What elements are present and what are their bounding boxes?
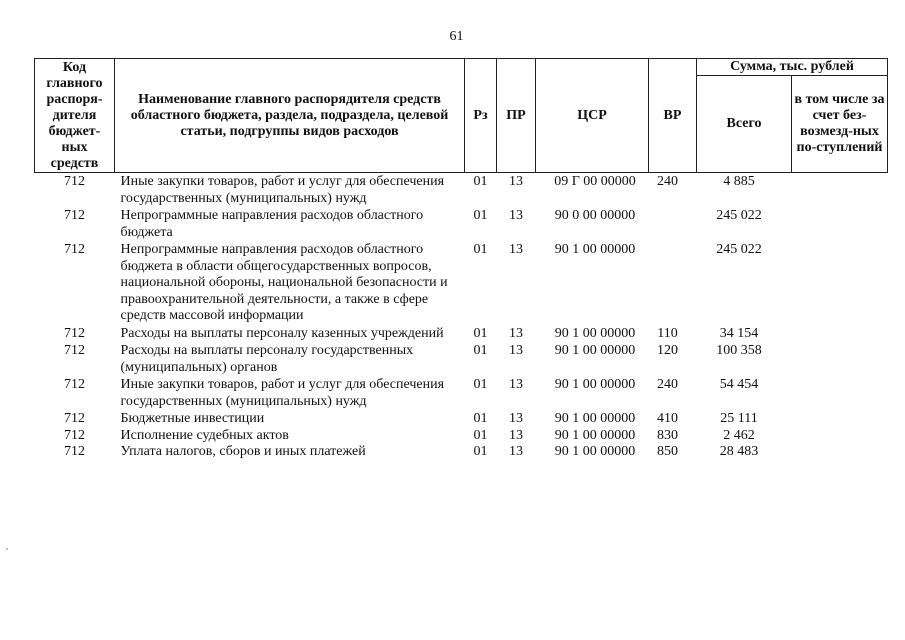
cell-name: Иные закупки товаров, работ и услуг для обеспечения государственных (муниципальных) нужд xyxy=(120,377,445,409)
cell-total: 2 462 xyxy=(723,427,755,443)
cell-grant xyxy=(792,242,888,326)
cell-total: 34 154 xyxy=(719,325,759,341)
header-pr: ПР xyxy=(497,59,536,173)
table-row xyxy=(35,173,888,209)
cell-name: Непрограммные направления расходов областного бюджета в области общегосударственных вопросов, национальной обороны, национальной безопасности и правоохранительной деятельности, а также в сфере средств массовой информации xyxy=(120,242,448,323)
cell-code: 712 xyxy=(64,174,85,189)
cell-rz: 01 xyxy=(473,427,488,443)
cell-csr: 90 1 00 00000 xyxy=(554,343,636,358)
cell-pr: 13 xyxy=(509,377,523,392)
cell-rz: 01 xyxy=(473,174,488,189)
header-csr: ЦСР xyxy=(536,59,649,173)
cell-csr: 90 1 00 00000 xyxy=(554,444,636,459)
cell-pr: 13 xyxy=(509,343,523,358)
table-row xyxy=(35,242,888,326)
cell-code: 712 xyxy=(64,242,85,257)
cell-csr: 90 1 00 00000 xyxy=(554,411,636,426)
cell-rz: 01 xyxy=(473,343,488,358)
cell-grant xyxy=(792,208,888,242)
table-row xyxy=(35,343,888,377)
cell-name: Исполнение судебных актов xyxy=(120,427,289,443)
table-row xyxy=(35,428,888,445)
cell-pr: 13 xyxy=(509,242,523,257)
cell-pr: 13 xyxy=(509,444,523,459)
cell-csr: 90 0 00 00000 xyxy=(554,208,636,223)
cell-vr xyxy=(649,208,697,242)
cell-code: 712 xyxy=(64,325,85,341)
cell-vr: 110 xyxy=(657,325,678,341)
header-code: Код главного распоря-дителя бюджет-ных средств xyxy=(35,59,115,173)
header-vr: ВР xyxy=(649,59,697,173)
cell-grant xyxy=(792,173,888,209)
cell-name: Бюджетные инвестиции xyxy=(120,411,265,426)
cell-rz: 01 xyxy=(473,208,488,223)
cell-grant xyxy=(792,428,888,445)
cell-code: 712 xyxy=(64,444,85,459)
cell-rz: 01 xyxy=(473,377,488,392)
cell-csr: 90 1 00 00000 xyxy=(554,325,636,341)
cell-rz: 01 xyxy=(473,444,488,459)
cell-vr: 120 xyxy=(657,343,678,358)
cell-name: Расходы на выплаты персоналу казенных учреждений xyxy=(120,325,444,341)
table-row xyxy=(35,326,888,344)
page-number: 61 xyxy=(449,29,464,44)
table-row xyxy=(35,444,888,461)
header-rz: Рз xyxy=(465,59,497,173)
cell-total: 245 022 xyxy=(716,242,762,257)
table-header xyxy=(35,59,888,173)
table-body xyxy=(35,173,888,461)
cell-csr: 90 1 00 00000 xyxy=(554,427,636,443)
cell-pr: 13 xyxy=(509,208,523,223)
cell-pr: 13 xyxy=(509,174,523,189)
cell-grant xyxy=(792,343,888,377)
cell-code: 712 xyxy=(64,208,85,223)
cell-name: Уплата налогов, сборов и иных платежей xyxy=(120,444,366,459)
cell-vr xyxy=(649,242,697,326)
header-grant: в том числе за счет без-возмезд-ных по-ступлений xyxy=(792,76,888,173)
table-row xyxy=(35,411,888,428)
cell-csr: 90 1 00 00000 xyxy=(554,377,636,392)
cell-grant xyxy=(792,444,888,461)
cell-rz: 01 xyxy=(473,242,488,257)
cell-name: Непрограммные направления расходов областного бюджета xyxy=(120,208,424,240)
cell-vr: 410 xyxy=(657,411,678,426)
scan-speck xyxy=(6,548,8,550)
cell-name: Иные закупки товаров, работ и услуг для обеспечения государственных (муниципальных) нужд xyxy=(120,174,445,206)
cell-total: 100 358 xyxy=(716,343,762,358)
cell-code: 712 xyxy=(64,427,85,443)
header-name: Наименование главного распорядителя средств областного бюджета, раздела, подраздела, целевой статьи, подгруппы видов расходов xyxy=(115,59,465,173)
cell-total: 54 454 xyxy=(719,377,759,392)
cell-pr: 13 xyxy=(509,411,523,426)
cell-total: 245 022 xyxy=(716,208,762,223)
budget-table xyxy=(34,58,888,461)
cell-total: 4 885 xyxy=(723,174,755,189)
cell-code: 712 xyxy=(64,343,85,358)
cell-csr: 09 Г 00 00000 xyxy=(554,174,636,189)
table-row xyxy=(35,208,888,242)
header-total: Всего xyxy=(697,76,792,173)
cell-csr: 90 1 00 00000 xyxy=(554,242,636,257)
cell-total: 25 111 xyxy=(720,411,758,426)
cell-vr: 830 xyxy=(657,427,678,443)
header-sum-group: Сумма, тыс. рублей xyxy=(697,59,888,76)
cell-vr: 240 xyxy=(657,377,678,392)
cell-name: Расходы на выплаты персоналу государственных (муниципальных) органов xyxy=(120,343,414,375)
cell-grant xyxy=(792,326,888,344)
cell-vr: 850 xyxy=(657,444,678,459)
cell-pr: 13 xyxy=(509,427,523,443)
cell-grant xyxy=(792,411,888,428)
cell-code: 712 xyxy=(64,411,85,426)
cell-code: 712 xyxy=(64,377,85,392)
cell-grant xyxy=(792,377,888,411)
cell-pr: 13 xyxy=(509,325,523,341)
cell-vr: 240 xyxy=(657,174,678,189)
cell-rz: 01 xyxy=(473,325,488,341)
cell-total: 28 483 xyxy=(719,444,759,459)
table-row xyxy=(35,377,888,411)
cell-rz: 01 xyxy=(473,411,488,426)
